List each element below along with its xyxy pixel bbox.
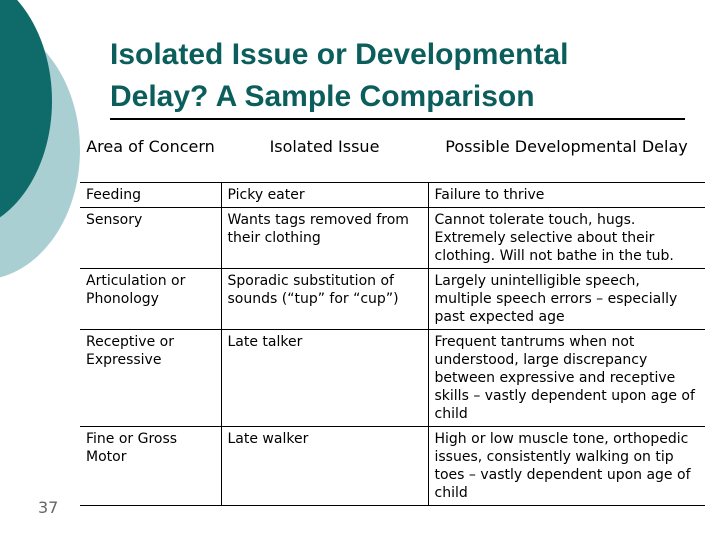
header-area-of-concern: Area of Concern xyxy=(80,132,221,183)
cell-area: Articulation or Phonology xyxy=(80,269,221,330)
slide-title-line-1: Isolated Issue or Developmental xyxy=(110,38,569,71)
table-row xyxy=(80,183,705,208)
cell-isolated: Late walker xyxy=(221,427,428,506)
cell-delay: High or low muscle tone, orthopedic issues, consistently walking on tip toes – vastly dependent upon age of child xyxy=(428,427,705,506)
cell-area: Sensory xyxy=(80,208,221,269)
table-row xyxy=(80,208,705,269)
cell-delay: Failure to thrive xyxy=(428,183,705,208)
cell-isolated: Late talker xyxy=(221,330,428,427)
cell-area: Receptive or Expressive xyxy=(80,330,221,427)
title-underline xyxy=(110,118,685,120)
table-row xyxy=(80,269,705,330)
cell-area: Feeding xyxy=(80,183,221,208)
cell-isolated: Picky eater xyxy=(221,183,428,208)
table-header-row xyxy=(80,132,705,183)
table-row xyxy=(80,427,705,506)
cell-isolated: Wants tags removed from their clothing xyxy=(221,208,428,269)
header-isolated-issue: Isolated Issue xyxy=(221,132,428,183)
header-possible-developmental-delay: Possible Developmental Delay xyxy=(428,132,705,183)
slide-number: 37 xyxy=(38,498,59,517)
cell-delay: Frequent tantrums when not understood, large discrepancy between expressive and receptive skills – vastly dependent upon age of child xyxy=(428,330,705,427)
slide-title-line-2: Delay? A Sample Comparison xyxy=(110,80,535,113)
table-row xyxy=(80,330,705,427)
comparison-table xyxy=(80,132,705,506)
cell-delay: Cannot tolerate touch, hugs. Extremely selective about their clothing. Will not bathe in the tub. xyxy=(428,208,705,269)
cell-area: Fine or Gross Motor xyxy=(80,427,221,506)
cell-isolated: Sporadic substitution of sounds (“tup” for “cup”) xyxy=(221,269,428,330)
cell-delay: Largely unintelligible speech, multiple speech errors – especially past expected age xyxy=(428,269,705,330)
slide-title xyxy=(110,34,710,118)
